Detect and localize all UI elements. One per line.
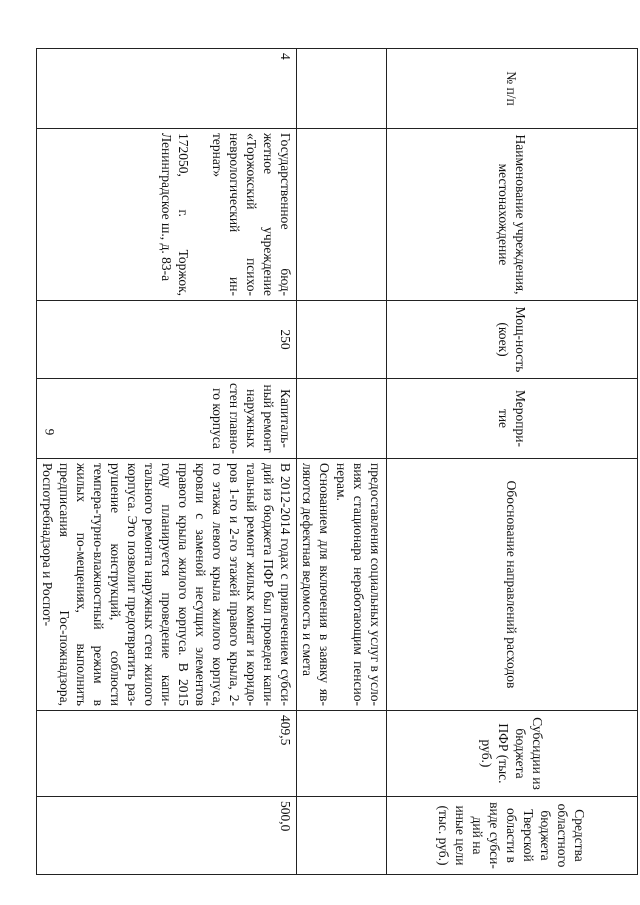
row-num: 4 [37, 49, 297, 129]
table-header-row [387, 49, 638, 875]
pfr-cell: 409,5 [37, 711, 297, 797]
header-event: Меропри-тие [387, 379, 638, 459]
justification-text-1: предоставления социальных услуг в усло-виях стационара неработающим пенсио-нерам. [334, 463, 383, 706]
expenses-table [36, 48, 638, 875]
capacity-cell: 250 [37, 301, 297, 379]
header-num: № п/п [387, 49, 638, 129]
event-cell: Капиталь-ный ремонт наружных стен главно-го корпуса [37, 379, 297, 459]
header-name: Наименование учреждения, местонахождение [387, 129, 638, 301]
justification-text-2: Основанием для включения в заявку яв-ляются дефектная ведомость и смета [300, 463, 332, 706]
page-number: 9 [42, 428, 58, 436]
regional-cell: 500,0 [37, 797, 297, 875]
table-row [37, 49, 297, 875]
institution-name: Государственное бюд-жетное учреждение «Торжокский психо-неврологический ин-тернат» [210, 133, 293, 296]
rotated-page [40, 10, 638, 869]
header-capacity: Мощ-ность (коек) [387, 301, 638, 379]
institution-cell [37, 129, 297, 301]
justification-cell: В 2012-2014 годах с привлечением субси-дий из бюджета ПФР был проведен капи-тальный ремонт жилых комнат и коридо-ров 1-го и 2-го этажей правого крыла, 2-го этажа левого крыла жилого корпуса, кровли с заменой несущих элементов правого крыла жилого корпуса. В 2015 году планируется проведение капи-тального ремонта наружных стен жилого корпуса. Это позволит предотвратить раз-рушение конструкций, соблюсти темпера-турно-влажностный режим в жилых по-мещениях, выполнить предписания Гос-пожнадзора, Роспотребнадзора и Роспот- [37, 459, 297, 711]
header-pfr: Субсидии из бюджета ПФР (тыс. руб.) [387, 711, 638, 797]
header-regional: Средства областного бюджета Тверской области в виде субси-дий на иные цели (тыс. руб.) [387, 797, 638, 875]
institution-address: 172050, г. Торжок, Ленинградское ш., д. 83-а [159, 133, 191, 296]
justification-cell [297, 459, 387, 711]
table-row [297, 49, 387, 875]
header-justification: Обоснование направлений расходов [387, 459, 638, 711]
